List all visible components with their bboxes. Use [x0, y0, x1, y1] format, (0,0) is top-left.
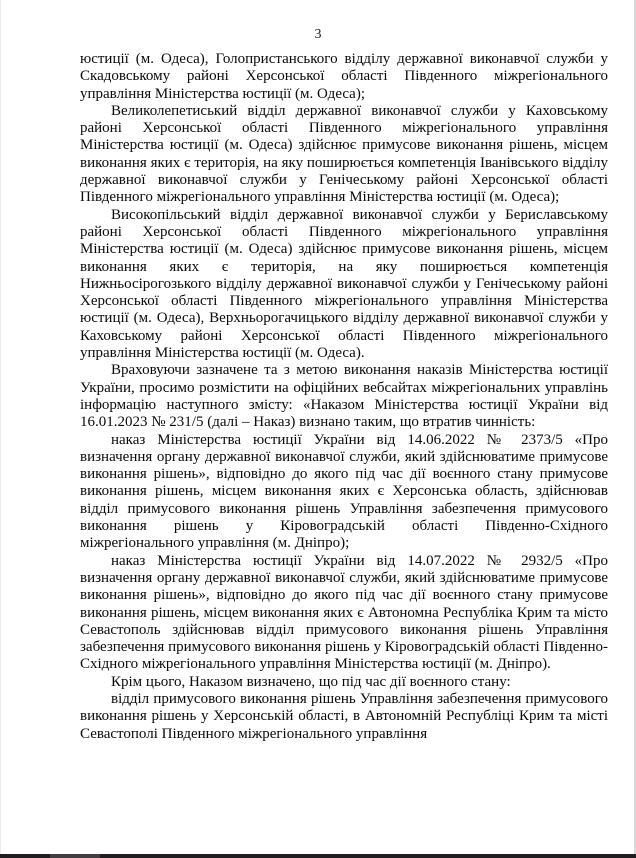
window-bottom-edge-segment: [50, 854, 100, 858]
body-paragraph: наказ Міністерства юстиції України від 14.06.2022 № 2373/5 «Про визначення органу державної виконавчої служби, який здійснюватиме примусове виконання рішень», відповідно до якого під час дії воєнного стану примусове виконання рішень, місцем виконання яких є Херсонська область, здійснював відділ примусового виконання рішень Управління забезпечення примусового виконання рішень у Кіровоградській області Південно-Східного міжрегіонального управління (м. Дніпро);: [80, 431, 608, 552]
body-paragraph: юстиції (м. Одеса), Голопристанського відділу державної виконавчої служби у Скадовському районі Херсонської області Південного міжрегіонального управління Міністерства юстиції (м. Одеса);: [80, 51, 608, 102]
body-paragraph: відділ примусового виконання рішень Управління забезпечення примусового виконання рішень у Херсонській області, в Автономній Республіці Крим та місті Севастополі Південного міжрегіонального управління: [80, 690, 608, 742]
document-body: [80, 51, 608, 743]
window-bottom-edge: [0, 854, 636, 858]
body-paragraph: Високопільський відділ державної виконавчої служби у Бериславському районі Херсонської області Південного міжрегіонального управління Міністерства юстиції (м. Одеса) здійснює примусове виконання рішень, місцем виконання яких є територія, на яку поширюється компетенція Нижньосірогозького відділу державної виконавчої служби у Генічеському районі Херсонської області Південного міжрегіонального управління Міністерства юстиції (м. Одеса), Верхньорогачицького відділу державної виконавчої служби у Каховському районі Херсонської області Південного міжрегіонального управління Міністерства юстиції (м. Одеса).: [80, 206, 608, 362]
page-left-border: [0, 0, 1, 858]
page-number: 3: [314, 27, 322, 42]
body-paragraph: Враховуючи зазначене та з метою виконання наказів Міністерства юстиції України, просимо розмістити на офіційних вебсайтах міжрегіональних управлінь інформацію наступного змісту: «Наказом Міністерства юстиції України від 16.01.2023 № 231/5 (далі – Наказ) визнано таким, що втратив чинність:: [80, 362, 608, 431]
body-paragraph: наказ Міністерства юстиції України від 14.07.2022 № 2932/5 «Про визначення органу державної виконавчої служби, який здійснюватиме примусове виконання рішень», відповідно до якого під час дії воєнного стану примусове виконання рішень, місцем виконання яких є Автономна Республіка Крим та місто Севастополь здійснював відділ примусового виконання рішень Управління забезпечення примусового виконання рішень у Кіровоградській області Південно-Східного міжрегіонального управління Міністерства юстиції (м. Дніпро).: [80, 552, 608, 673]
body-paragraph: Крім цього, Наказом визначено, що під час дії воєнного стану:: [111, 673, 511, 690]
body-paragraph: Великолепетиський відділ державної виконавчої служби у Каховському районі Херсонської області Південного міжрегіонального управління Міністерства юстиції (м. Одеса) здійснює примусове виконання рішень, місцем виконання яких є територія, на яку поширюється компетенція Іванівського відділу державної виконавчої служби у Генічеському районі Херсонської області Південного міжрегіонального управління Міністерства юстиції (м. Одеса);: [80, 102, 608, 206]
